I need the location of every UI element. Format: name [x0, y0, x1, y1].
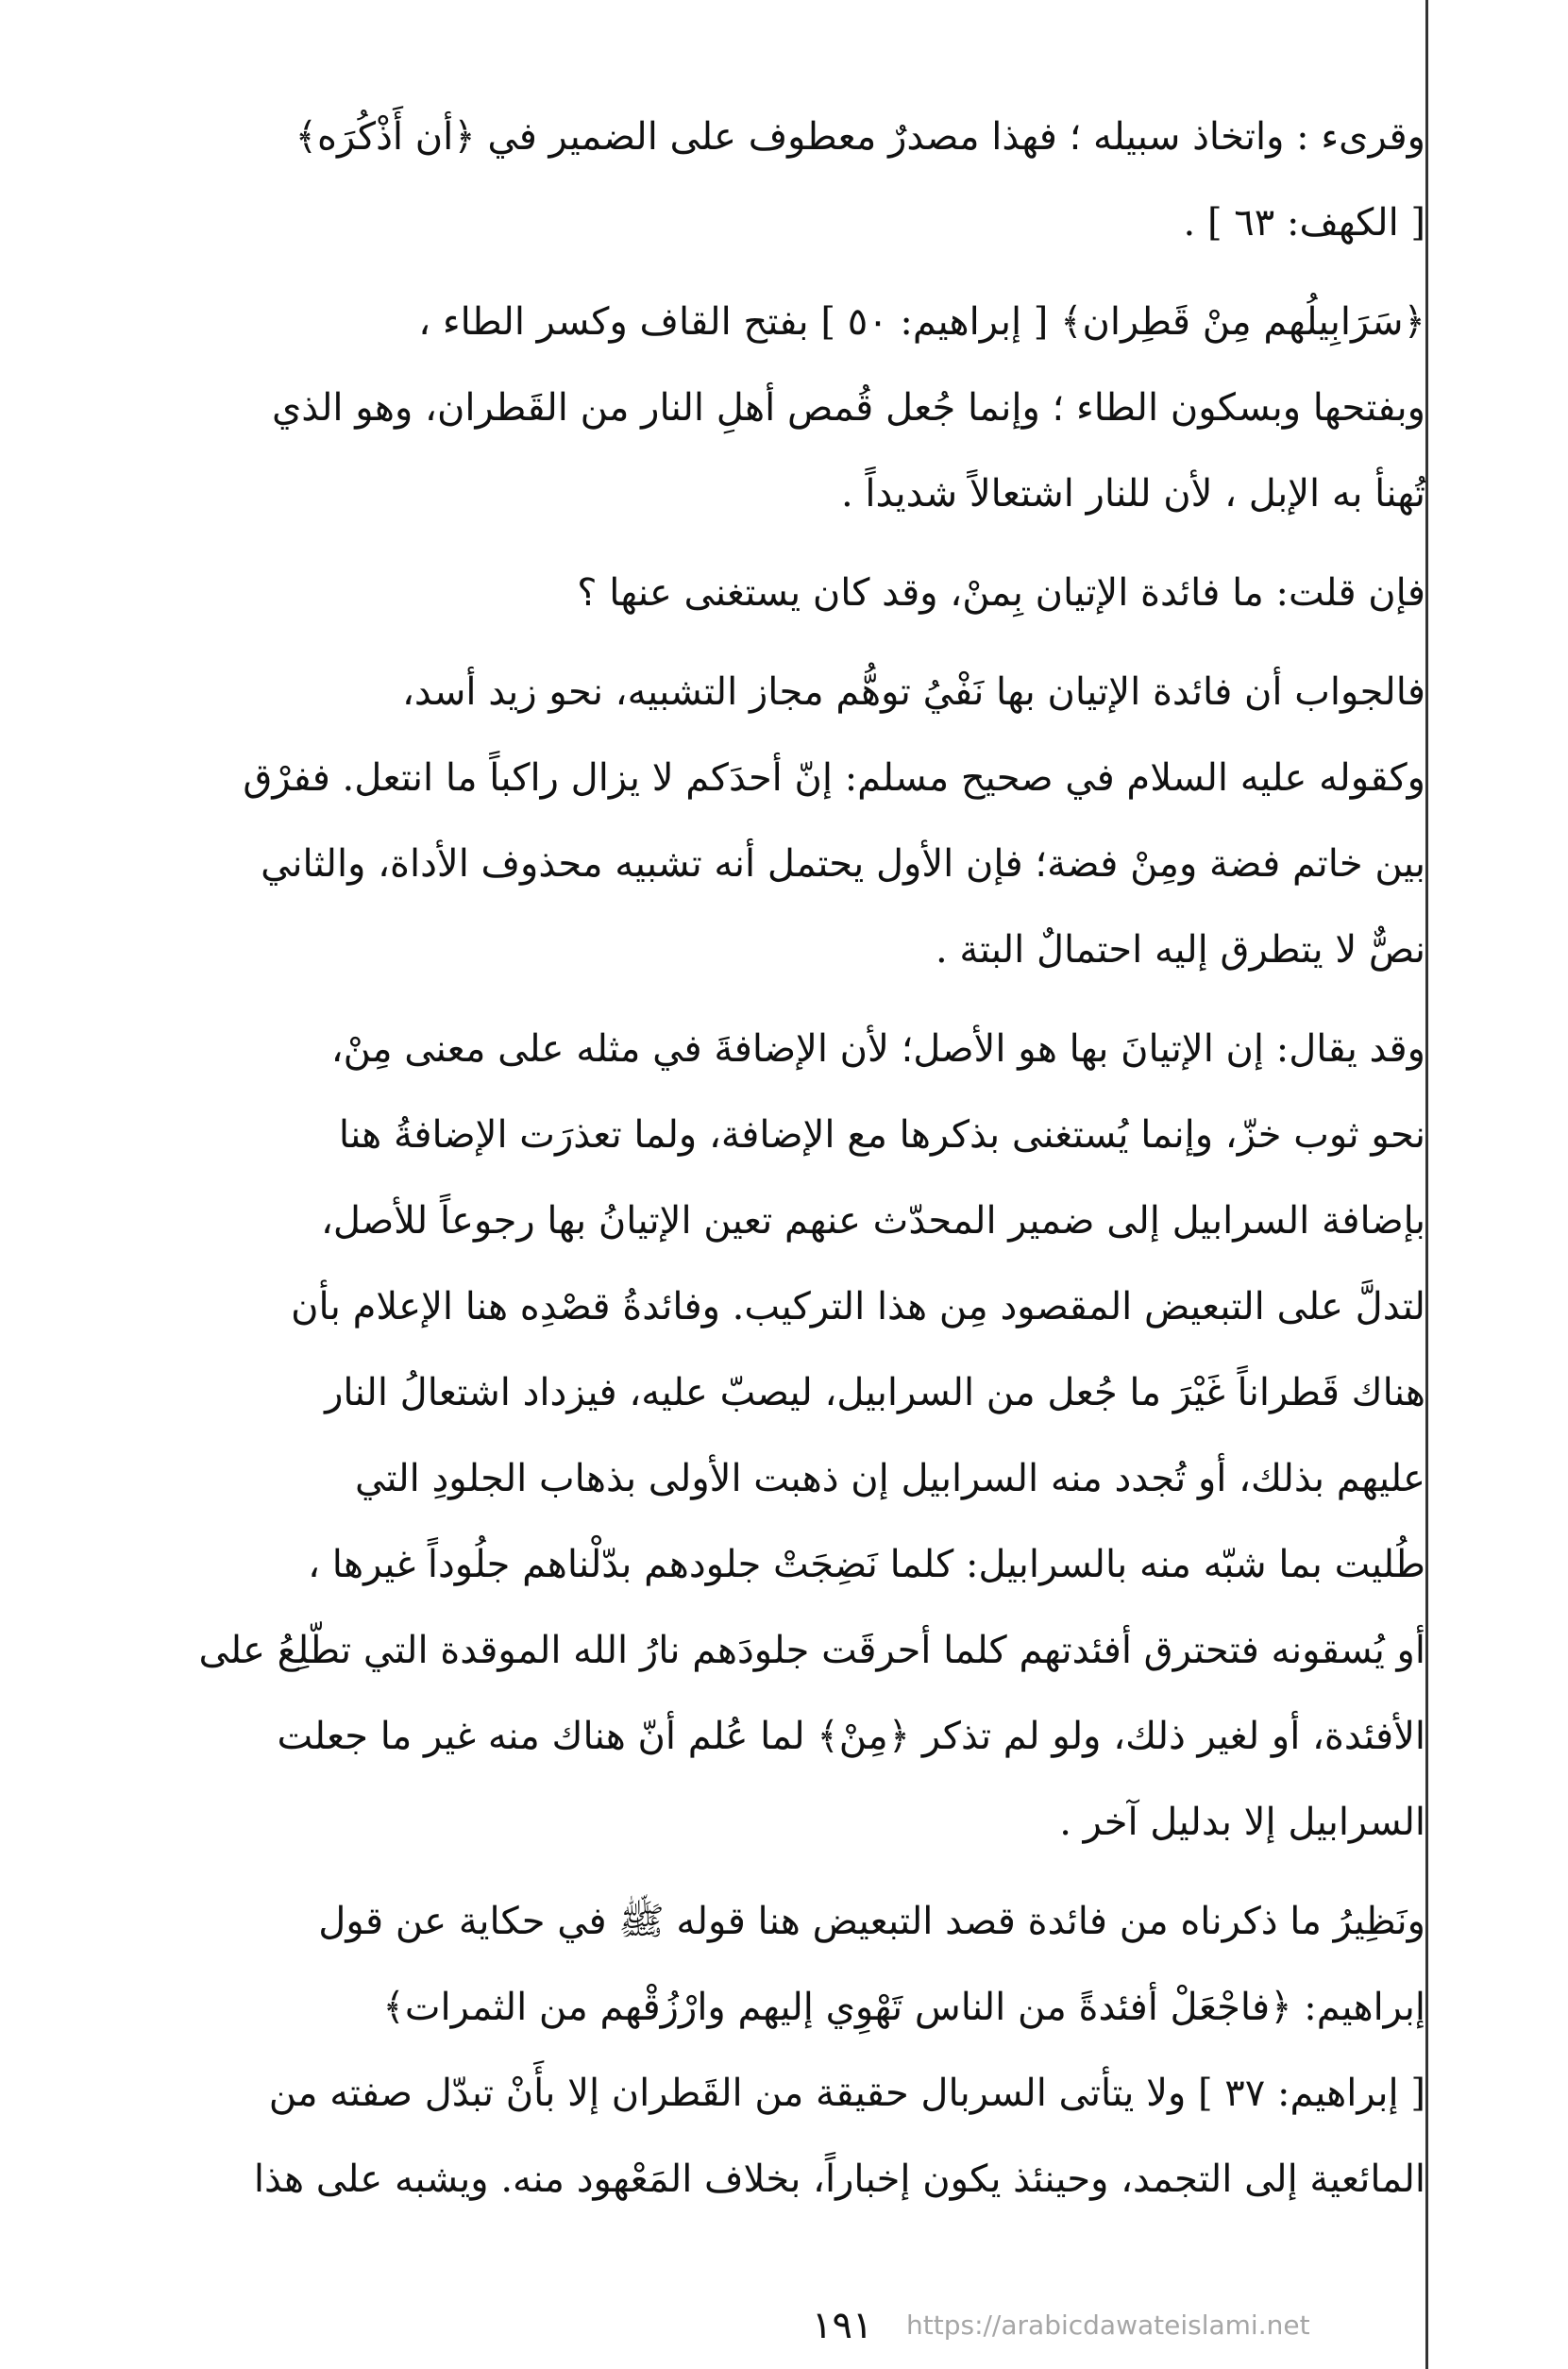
paragraph-2: [179, 279, 1425, 537]
page-number: ١٩١: [812, 2304, 873, 2347]
text-line: بإضافة السرابيل إلى ضمير المحدّث عنهم تعين الإتيانُ بها رجوعاً للأصل،: [321, 1199, 1425, 1243]
text-line: ونَظِيرُ ما ذكرناه من فائدة قصد التبعيض هنا قوله ﷺ في حكاية عن قول: [318, 1900, 1425, 1943]
text-line: [ الكهف: ٦٣ ] .: [1183, 201, 1425, 245]
paragraph-6: [179, 1879, 1425, 2223]
body-text: [179, 94, 1425, 2236]
text-line: نصٌّ لا يتطرق إليه احتمالٌ البتة .: [935, 928, 1425, 972]
text-line: هناك قَطراناً غَيْرَ ما جُعل من السرابيل، ليصبّ عليه، فيزداد اشتعالُ النار: [325, 1371, 1425, 1414]
text-line: نحو ثوب خزّ، وإنما يُستغنى بذكرها مع الإضافة، ولما تعذرَت الإضافةُ هنا: [338, 1113, 1425, 1157]
text-line: السرابيل إلا بدليل آخر .: [1059, 1801, 1425, 1844]
paragraph-3: [179, 550, 1425, 636]
text-line: عليهم بذلك، أو تُجدد منه السرابيل إن ذهبت الأولى بذهاب الجلودِ التي: [355, 1457, 1425, 1500]
text-line: طُليت بما شبّه منه بالسرابيل: كلما نَضِجَتْ جلودهم بدّلْناهم جلُوداً غيرها ،: [308, 1543, 1425, 1586]
text-line: أو يُسقونه فتحترق أفئدتهم كلما أحرقَت جلودَهم نارُ الله الموقدة التي تطّلِعُ على: [198, 1629, 1425, 1672]
paragraph-4: [179, 650, 1425, 993]
text-line: فالجواب أن فائدة الإتيان بها نَفْيُ توهُّم مجاز التشبيه، نحو زيد أسد،: [401, 670, 1425, 714]
text-line: الأفئدة، أو لغير ذلك، ولو لم تذكر ﴿مِنْ﴾ لما عُلم أنّ هناك منه غير ما جعلت: [277, 1715, 1425, 1758]
text-line: وكقوله عليه السلام في صحيح مسلم: إنّ أحدَكم لا يزال راكباً ما انتعل. ففرْق: [243, 756, 1425, 800]
text-line: وقرىء : واتخاذ سبيله ؛ فهذا مصدرٌ معطوف على الضمير في ﴿أن أَذْكُرَه﴾: [295, 115, 1425, 159]
text-line: بين خاتم فضة ومِنْ فضة؛ فإن الأول يحتمل أنه تشبيه محذوف الأداة، والثاني: [261, 842, 1425, 886]
page-edge-line: [1425, 0, 1428, 2369]
text-line: تُهنأ به الإبل ، لأن للنار اشتعالاً شديداً .: [840, 472, 1425, 516]
text-line: وقد يقال: إن الإتيانَ بها هو الأصل؛ لأن الإضافةَ في مثله على معنى مِنْ،: [330, 1027, 1425, 1071]
text-line: [ إبراهيم: ٣٧ ] ولا يتأتى السربال حقيقة من القَطران إلا بأَنْ تبدّل صفته من: [268, 2072, 1425, 2115]
text-line: المائعية إلى التجمد، وحينئذ يكون إخباراً، بخلاف المَعْهود منه. ويشبه على هذا: [253, 2157, 1425, 2201]
text-line: فإن قلت: ما فائدة الإتيان بِمنْ، وقد كان يستغنى عنها ؟: [577, 571, 1425, 615]
paragraph-1: [179, 94, 1425, 266]
paragraph-5: [179, 1007, 1425, 1866]
text-line: ﴿سَرَابِيلُهم مِنْ قَطِران﴾ [ إبراهيم: ٥٠ ] بفتح القاف وكسر الطاء ،: [418, 300, 1425, 344]
text-line: وبفتحها وبسكون الطاء ؛ وإنما جُعل قُمص أهلِ النار من القَطران، وهو الذي: [271, 386, 1425, 430]
watermark-url: https://arabicdawateislami.net: [906, 2310, 1310, 2341]
text-line: لتدلَّ على التبعيض المقصود مِن هذا التركيب. وفائدةُ قصْدِه هنا الإعلام بأن: [291, 1285, 1425, 1328]
text-line: إبراهيم: ﴿فاجْعَلْ أفئدةً من الناس تَهْوِي إليهم وارْزُقْهم من الثمرات﴾: [382, 1986, 1425, 2029]
